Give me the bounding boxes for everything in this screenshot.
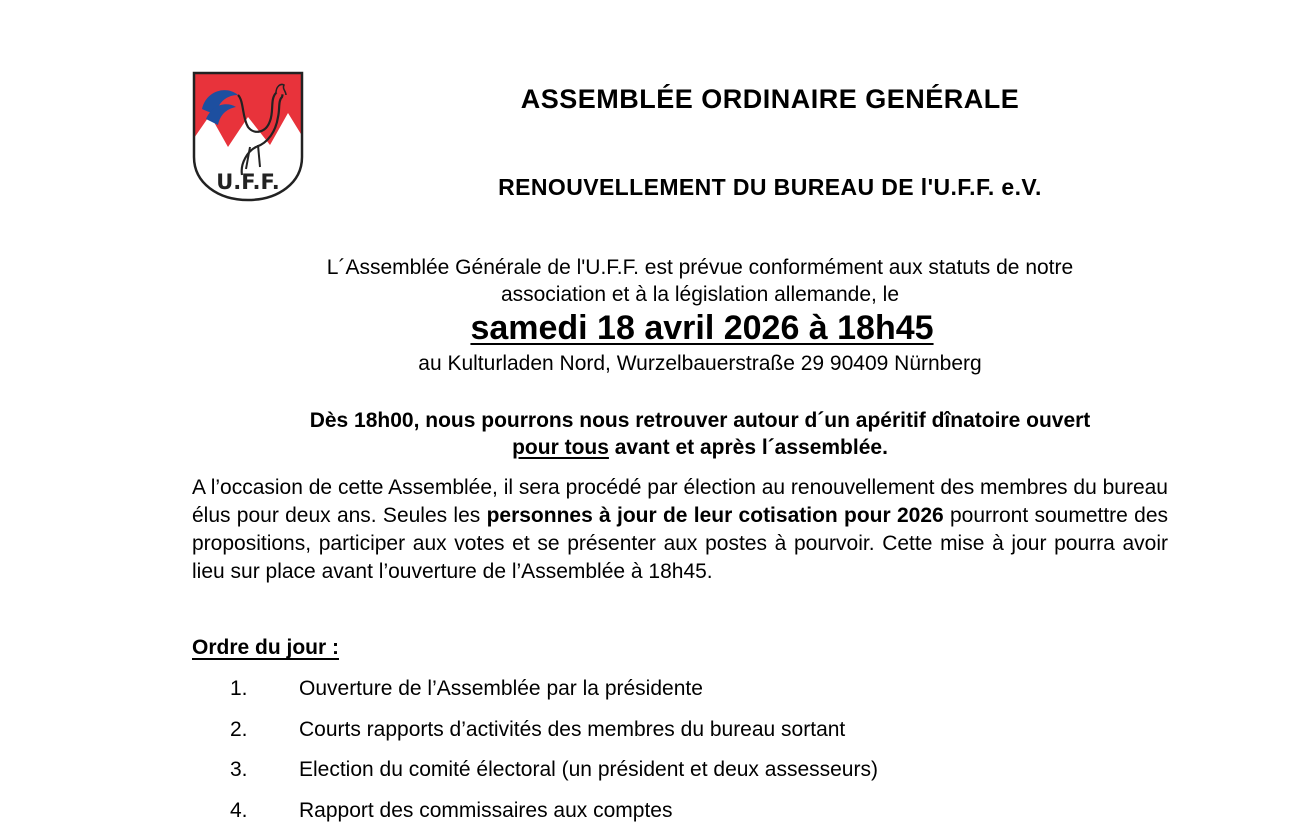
election-text-bold: personnes à jour de leur cotisation pour 2026 (487, 504, 944, 527)
agenda-item (192, 755, 1172, 796)
aperitif-emphasis: pour tous (512, 436, 609, 459)
page-subtitle: RENOUVELLEMENT DU BUREAU DE l'U.F.F. e.V. (360, 174, 1180, 201)
intro-line-2: association et à la législation allemande, le (501, 283, 899, 306)
aperitif-line-1: Dès 18h00, nous pourrons nous retrouver autour d´un apéritif dînatoire ouvert (310, 409, 1091, 432)
election-paragraph (192, 474, 1168, 586)
agenda-item-number: 3. (230, 755, 248, 785)
aperitif-line-2: avant et après l´assemblée. (609, 436, 888, 459)
aperitif-notice (192, 407, 1208, 461)
intro-paragraph (192, 254, 1208, 308)
agenda-item-text: Courts rapports d’activités des membres du bureau sortant (299, 715, 845, 745)
agenda-item-number: 1. (230, 674, 248, 704)
agenda-item (192, 796, 1172, 836)
agenda-item-number: 4. (230, 796, 248, 826)
election-text-part-1: A l’occasion de cette Assemblée, il sera procédé par élection au renouvellement des membres du bureau élus pour deux ans. Seules les (192, 476, 1168, 527)
agenda-item-number: 2. (230, 715, 248, 745)
agenda-item-text: Election du comité électoral (un président et deux assesseurs) (299, 755, 878, 785)
agenda-item (192, 674, 1172, 715)
agenda-item (192, 715, 1172, 756)
logo-text: U.F.F. (216, 170, 280, 194)
uff-logo (192, 71, 304, 202)
election-text-part-2: pourront soumettre des propositions, participer aux votes et se présenter aux postes à pourvoir. Cette mise à jour pourra avoir lieu sur place avant l’ouverture de l’Assemblée à 18h45. (192, 504, 1168, 583)
agenda-item-text: Ouverture de l’Assemblée par la présidente (299, 674, 703, 704)
intro-line-1: L´Assemblée Générale de l'U.F.F. est prévue conformément aux statuts de notre (327, 256, 1073, 279)
event-date: samedi 18 avril 2026 à 18h45 (192, 309, 1212, 348)
agenda-title: Ordre du jour : (192, 636, 339, 660)
event-venue: au Kulturladen Nord, Wurzelbauerstraße 29 90409 Nürnberg (192, 352, 1208, 376)
agenda-list (192, 674, 1172, 836)
page-title: ASSEMBLÉE ORDINAIRE GENÉRALE (360, 84, 1180, 115)
agenda-item-text: Rapport des commissaires aux comptes (299, 796, 672, 826)
